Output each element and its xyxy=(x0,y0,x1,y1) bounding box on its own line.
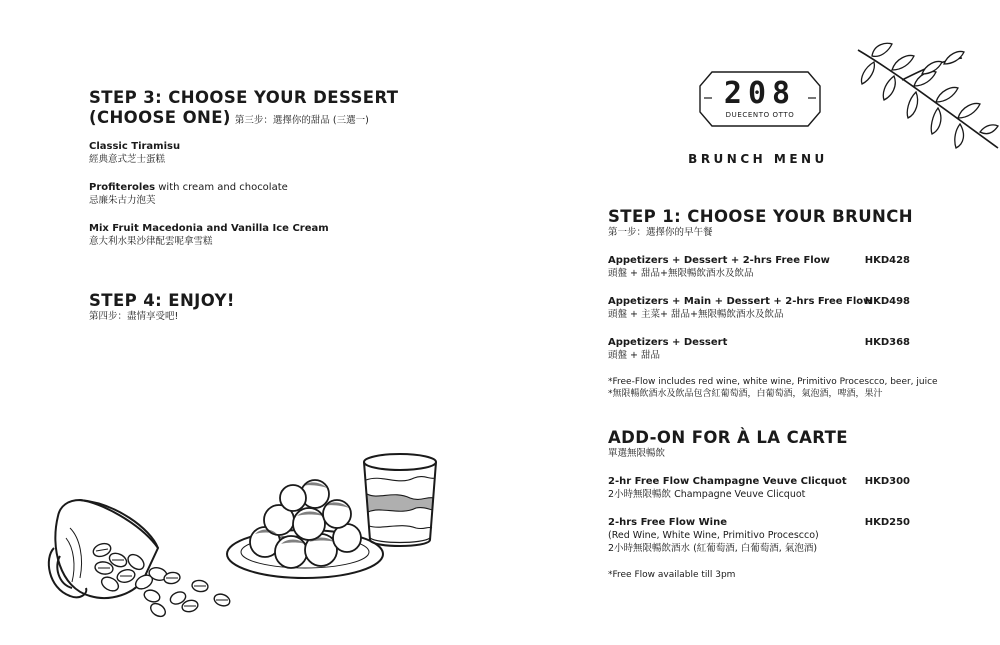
brunch-item-cn: 頭盤 + 甜品 xyxy=(608,350,660,361)
menu-title: BRUNCH MENU xyxy=(688,152,828,166)
step1-block xyxy=(608,207,913,239)
addon-item-2 xyxy=(608,516,910,555)
addon-subtitle: 單選無限暢飲 xyxy=(608,448,666,459)
addon-item-line2: (Red Wine, White Wine, Primitivo Procescco) xyxy=(608,530,819,541)
brunch-item-cn: 頭盤 + 主菜+ 甜品+無限暢飲酒水及飲品 xyxy=(608,309,784,320)
brunch-item-3 xyxy=(608,336,910,362)
dessert-name-extra: with cream and chocolate xyxy=(155,182,288,193)
step3-title xyxy=(89,88,398,131)
addon-item-line3: 2小時無限暢飲酒水 (紅葡萄酒, 白葡萄酒, 氣泡酒) xyxy=(608,543,818,554)
brunch-item-name: Appetizers + Dessert + 2-hrs Free Flow xyxy=(608,255,830,266)
addon-title: ADD-ON FOR À LA CARTE xyxy=(608,428,848,447)
brunch-item-name: Appetizers + Dessert xyxy=(608,337,728,348)
free-flow-note xyxy=(608,376,938,400)
addon-block xyxy=(608,428,848,460)
step1-subtitle: 第一步：選擇你的早午餐 xyxy=(608,227,713,238)
dessert-item-3 xyxy=(89,222,329,248)
step4-block xyxy=(89,291,235,323)
addon-item-1 xyxy=(608,475,910,501)
addon-item-name: 2-hrs Free Flow Wine xyxy=(608,517,727,528)
dessert-name: Profiteroles xyxy=(89,182,156,193)
step3-title-line1: STEP 3: CHOOSE YOUR DESSERT xyxy=(89,88,399,107)
dessert-cn: 忌廉朱古力泡芙 xyxy=(89,195,156,206)
brunch-item-1 xyxy=(608,254,910,280)
dessert-item-1 xyxy=(89,140,180,166)
brunch-item-price: HKD428 xyxy=(864,255,910,266)
logo xyxy=(698,68,822,130)
step1-title: STEP 1: CHOOSE YOUR BRUNCH xyxy=(608,207,913,226)
dessert-glass-icon xyxy=(358,450,442,554)
addon-note: *Free Flow available till 3pm xyxy=(608,570,736,580)
addon-item-price: HKD250 xyxy=(864,517,910,528)
dessert-cn: 經典意式芝士蛋糕 xyxy=(89,154,166,165)
brunch-item-cn: 頭盤 + 甜品+無限暢飲酒水及飲品 xyxy=(608,268,754,279)
dessert-name: Mix Fruit Macedonia and Vanilla Ice Cream xyxy=(89,223,329,234)
free-flow-note-cn: *無限暢飲酒水及飲品包含紅葡萄酒，白葡萄酒，氣泡酒，啤酒，果汁 xyxy=(608,389,883,399)
dessert-item-2 xyxy=(89,181,288,207)
brunch-item-2 xyxy=(608,295,910,321)
dessert-name: Classic Tiramisu xyxy=(89,141,181,152)
olive-branch-icon xyxy=(852,40,1000,152)
coffee-cup-beans-icon xyxy=(40,478,245,618)
logo-name: DUECENTO OTTO xyxy=(725,111,795,119)
addon-item-line2: 2小時無限暢飲 Champagne Veuve Clicquot xyxy=(608,489,806,500)
brunch-item-price: HKD368 xyxy=(864,337,910,348)
addon-item-name: 2-hr Free Flow Champagne Veuve Clicquot xyxy=(608,476,847,487)
brunch-item-name: Appetizers + Main + Dessert + 2-hrs Free Flow xyxy=(608,296,873,307)
step3-subtitle: 第三步：選擇你的甜品 (三選一) xyxy=(234,115,369,126)
free-flow-note-en: *Free-Flow includes red wine, white wine, Primitivo Procescco, beer, juice xyxy=(608,377,938,387)
step4-title: STEP 4: ENJOY! xyxy=(89,291,235,310)
step4-subtitle: 第四步：盡情享受吧! xyxy=(89,311,179,322)
logo-mark: 208 xyxy=(723,76,797,111)
addon-item-price: HKD300 xyxy=(864,476,910,487)
step3-title-line2: (CHOOSE ONE) xyxy=(89,108,231,127)
brunch-item-price: HKD498 xyxy=(864,296,910,307)
dessert-cn: 意大利水果沙律配雲呢拿雪糕 xyxy=(89,236,213,247)
